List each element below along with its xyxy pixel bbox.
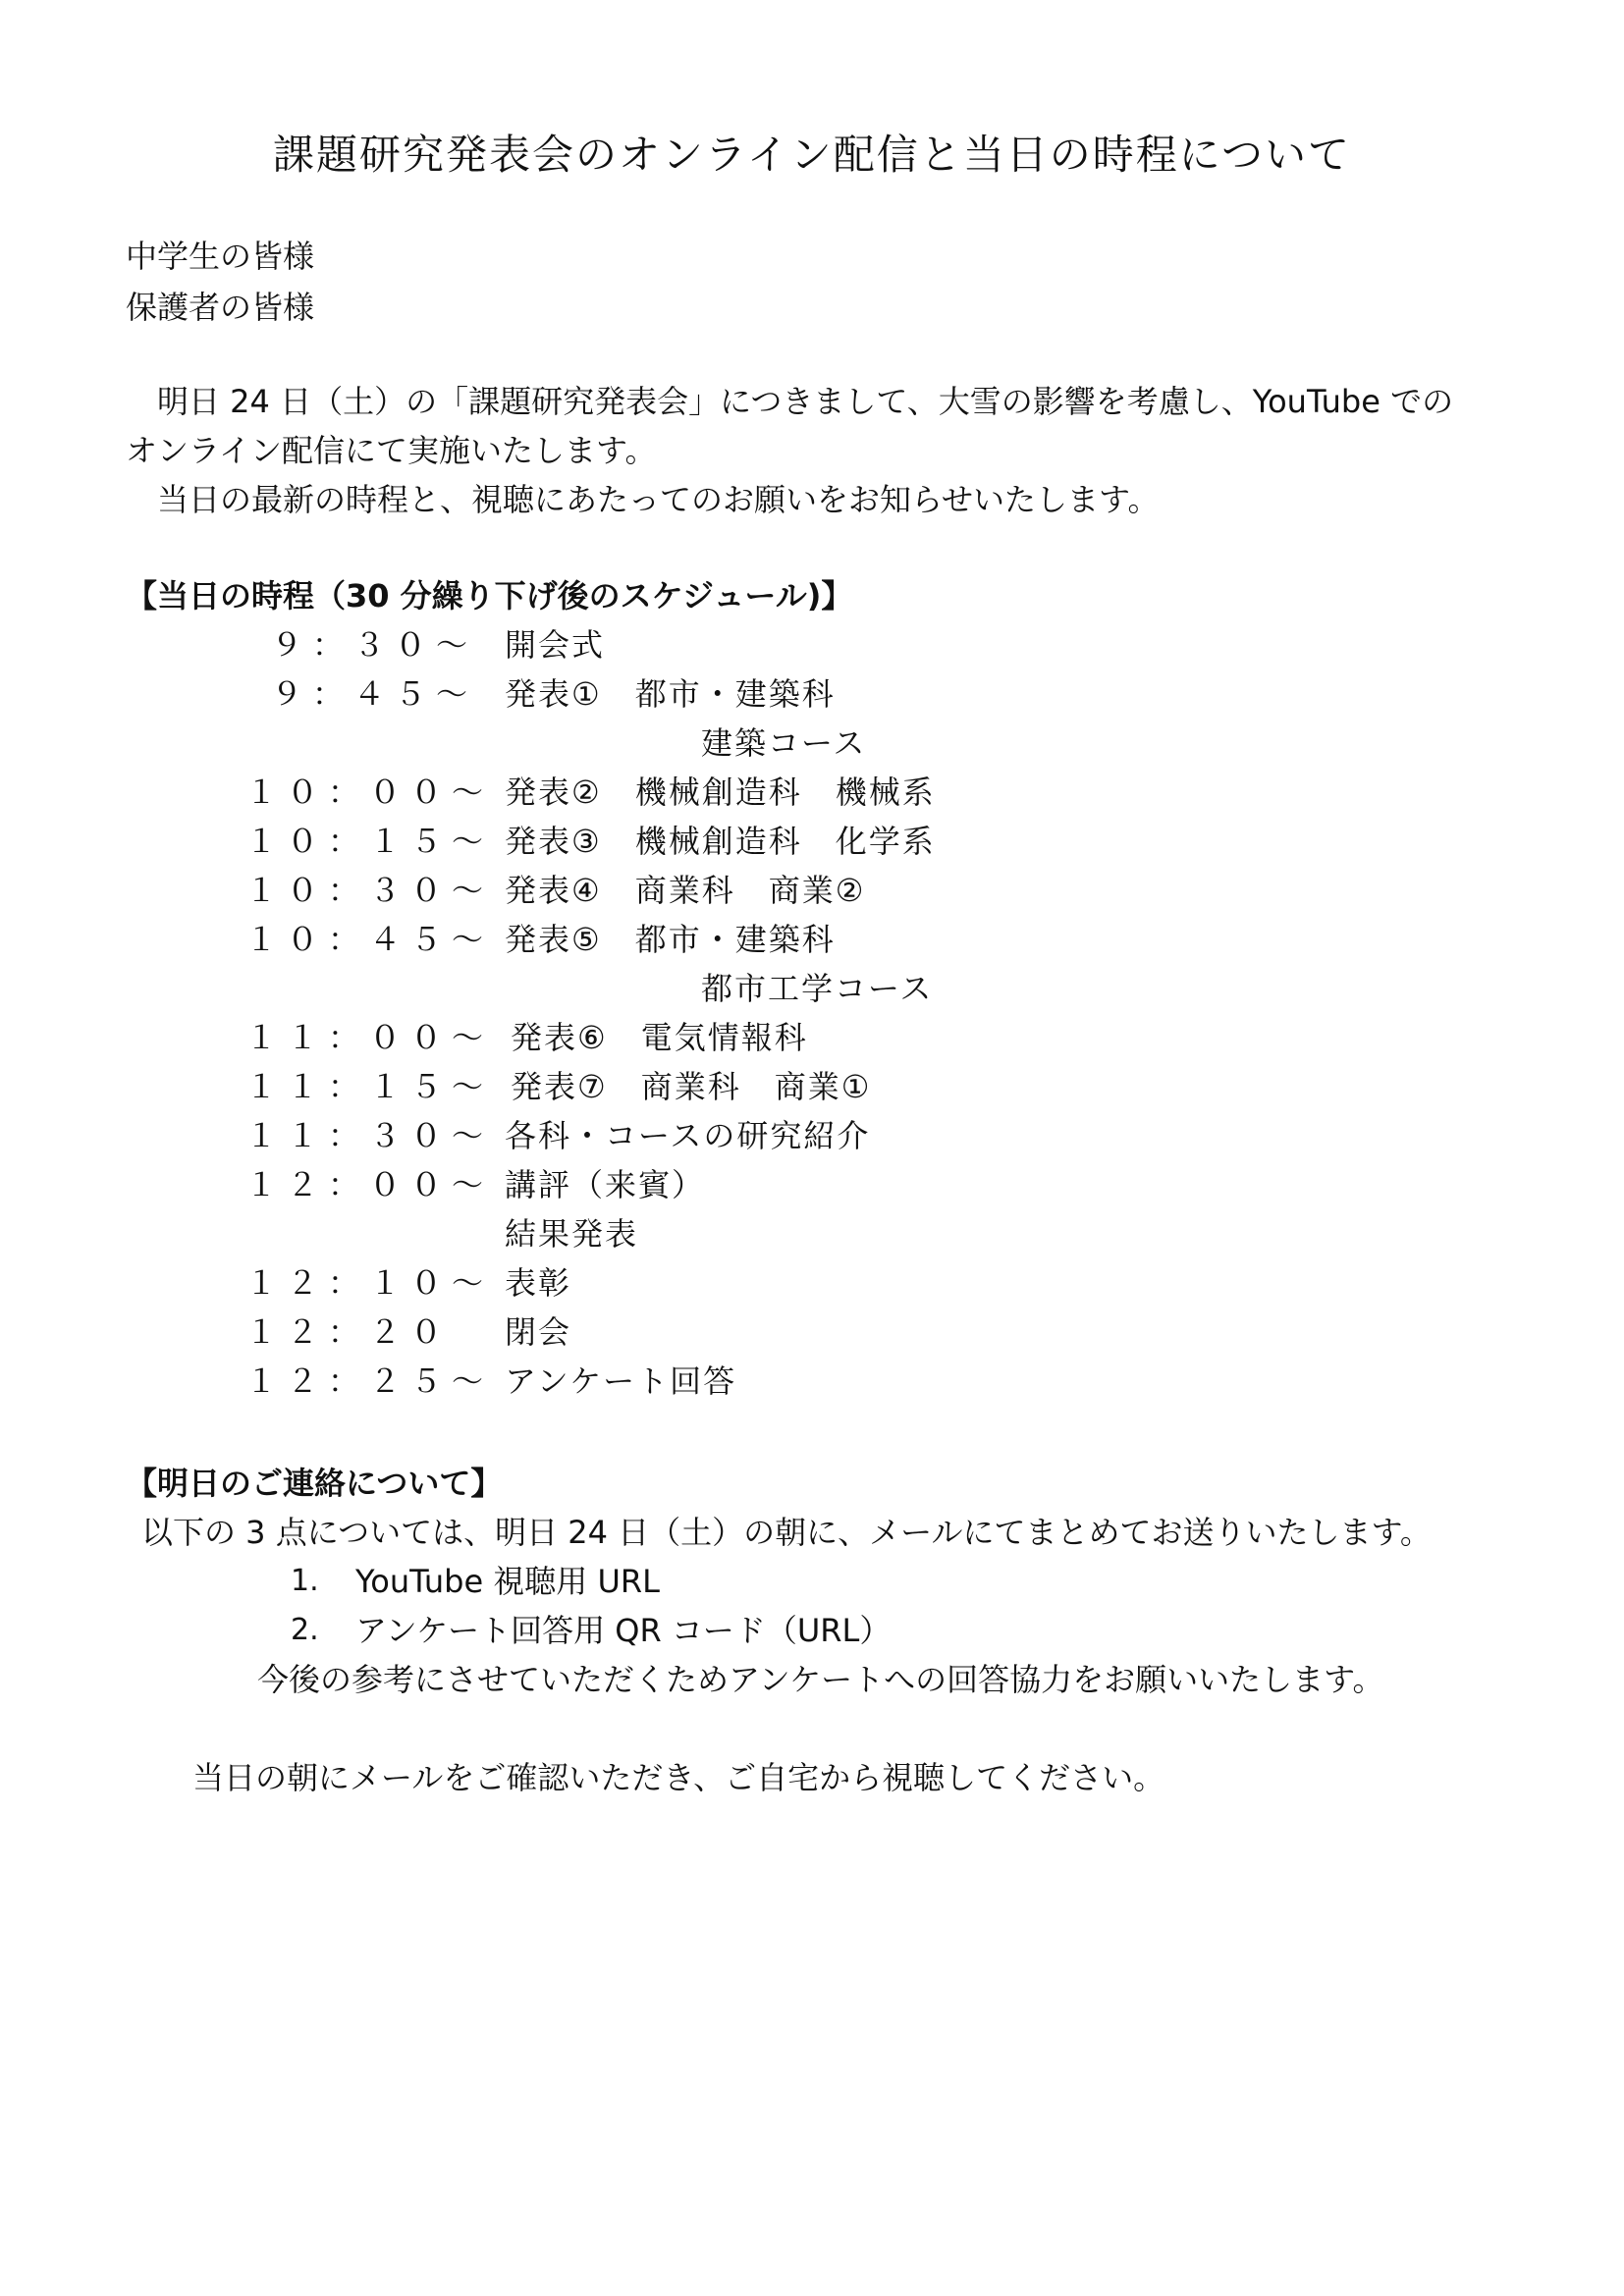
schedule-time: １０：４５～ [245,921,494,958]
schedule-event: アンケート回答 [505,1362,737,1400]
schedule-event: 各科・コースの研究紹介 [505,1117,871,1154]
contact-heading: 【明日のご連絡について】 [126,1465,503,1502]
contact-list-number: 1. [291,1564,319,1598]
schedule-event: 都市工学コース [701,970,934,1007]
intro-line-3: 当日の最新の時程と、視聴にあたってのお願いをお知らせいたします。 [157,481,1160,518]
schedule-event: 建築コース [701,724,867,762]
schedule-event: 発表① 都市・建築科 [505,675,836,713]
schedule-time: ９：３０～ [271,626,478,664]
contact-list-item: YouTube 視聴用 URL [355,1563,660,1600]
schedule-time: １０：１５～ [245,823,494,860]
contact-list-item: アンケート回答用 QR コード（URL） [355,1612,892,1649]
schedule-time: ９：４５～ [271,675,478,713]
intro-line-1: 明日 24 日（土）の「課題研究発表会」につきまして、大雪の影響を考慮し、YouTube での [157,383,1454,420]
schedule-time: １１：１５～ [245,1068,494,1105]
schedule-time: １２：２５～ [245,1362,494,1400]
schedule-time: １０：００～ [245,774,494,811]
recipient-parents: 保護者の皆様 [126,289,315,326]
schedule-heading: 【当日の時程（30 分繰り下げ後のスケジュール)】 [126,577,853,614]
intro-line-2: オンライン配信にて実施いたします。 [126,432,657,469]
schedule-time: １２：１０～ [245,1264,494,1302]
schedule-time: １１：００～ [245,1019,494,1056]
schedule-event: 発表⑥ 電気情報科 [511,1019,808,1056]
schedule-event: 講評（来賓） [505,1166,706,1203]
schedule-time: １２：２０ [245,1313,453,1351]
contact-note: 今後の参考にさせていただくためアンケートへの回答協力をお願いいたします。 [257,1661,1384,1698]
schedule-event: 閉会 [505,1313,572,1351]
schedule-event: 発表③ 機械創造科 化学系 [505,823,936,860]
document-title: 課題研究発表会のオンライン配信と当日の時程について [273,131,1351,179]
schedule-event: 発表⑦ 商業科 商業① [511,1068,872,1105]
recipient-students: 中学生の皆様 [126,238,315,275]
schedule-event: 結果発表 [505,1215,639,1253]
contact-intro: 以下の 3 点については、明日 24 日（土）の朝に、メールにてまとめてお送りいたします。 [141,1514,1432,1551]
contact-list-number: 2. [291,1613,319,1647]
schedule-event: 表彰 [505,1264,572,1302]
schedule-time: １２：００～ [245,1166,494,1203]
schedule-time: １１：３０～ [245,1117,494,1154]
schedule-event: 発表② 機械創造科 機械系 [505,774,936,811]
schedule-event: 発表⑤ 都市・建築科 [505,921,836,958]
closing-text: 当日の朝にメールをご確認いただき、ご自宅から視聴してください。 [192,1759,1165,1796]
schedule-time: １０：３０～ [245,872,494,909]
schedule-event: 開会式 [505,626,606,664]
schedule-event: 発表④ 商業科 商業② [505,872,866,909]
